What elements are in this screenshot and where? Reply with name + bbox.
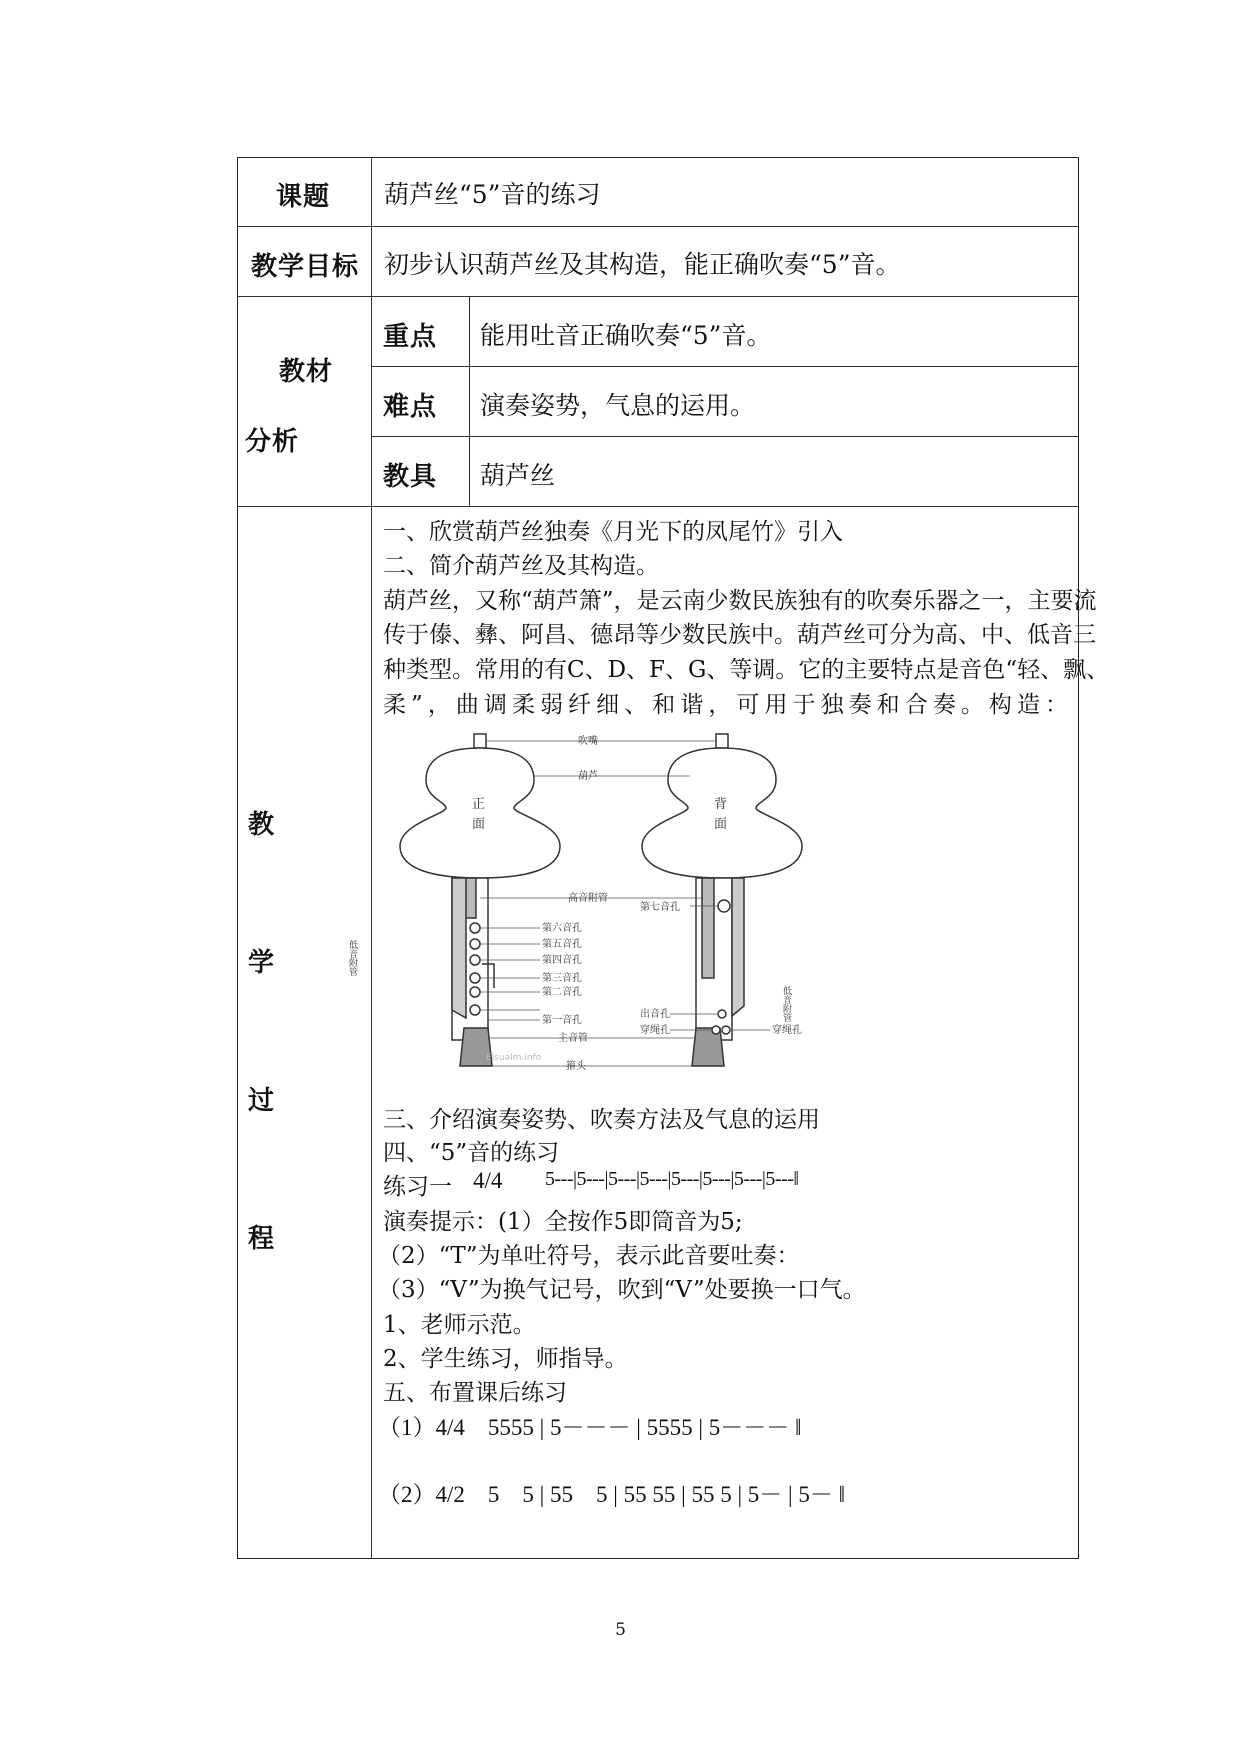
tip-line: （3）“V”为换气记号，吹到“V”处要换一口气。 [378, 1277, 866, 1303]
process-char: 过 [248, 1086, 276, 1116]
mouthpiece-front [474, 734, 486, 748]
exercise-1-notes: 5---|5---|5---|5---|5---|5---|5---|5---‖ [545, 1168, 799, 1190]
key-value: 能用吐音正确吹奏“5”音。 [480, 321, 772, 350]
goal-label: 教学目标 [251, 252, 360, 282]
row-divider [237, 296, 1079, 297]
page-number: 5 [615, 1620, 626, 1640]
back-label: 面 [714, 817, 728, 832]
key-label: 重点 [383, 322, 438, 352]
high-pipe-back [702, 878, 714, 978]
process-char: 学 [248, 948, 276, 978]
homework-1: （1）4/4 5555 | 5－－－ | 5555 | 5－－－ ‖ [378, 1415, 802, 1440]
row-divider [237, 226, 1079, 227]
callout-label: 箍头 [566, 1061, 586, 1072]
column-divider [371, 157, 372, 1559]
gourd-back [642, 748, 802, 878]
difficulty-value: 演奏姿势，气息的运用。 [480, 391, 756, 420]
intro-line: 葫芦丝，又称“葫芦箫”，是云南少数民族独有的吹奏乐器之一，主要流 [383, 588, 1097, 614]
callout-label: 主音管 [558, 1033, 588, 1044]
process-line-5: 五、布置课后练习 [383, 1380, 567, 1406]
process-char: 教 [248, 810, 276, 840]
front-label: 正 [472, 797, 486, 812]
bass-pipe-back [732, 878, 744, 1016]
callout-label: 高音附管 [568, 893, 608, 904]
callout-label: 葫芦 [578, 771, 598, 782]
column-divider [469, 296, 470, 506]
tools-label: 教具 [383, 462, 438, 492]
intro-line: 柔”，曲调柔弱纤细、和谐，可用于独奏和合奏。构造： [383, 692, 1068, 718]
process-line-3: 三、介绍演奏姿势、吹奏方法及气息的运用 [383, 1107, 820, 1133]
row-divider [237, 506, 1079, 507]
process-line-4: 四、“5”音的练习 [383, 1140, 560, 1166]
callout-label: 出音孔 [640, 1009, 670, 1020]
homework-2: （2）4/2 5 5 | 55 5 | 55 55 | 55 5 | 5－ | 5－ ‖ [378, 1482, 846, 1507]
process-line-2: 二、简介葫芦丝及其构造。 [383, 553, 659, 579]
callout-label: 第二音孔 [542, 987, 582, 998]
callout-label: 穿绳孔 [640, 1025, 670, 1036]
callout-label: 吹嘴 [578, 736, 598, 747]
exercise-1-meter: 4/4 [473, 1168, 503, 1193]
callout-label: 第四音孔 [542, 955, 582, 966]
tip-line: 演奏提示：(1）全按作5即筒音为5; [383, 1209, 743, 1235]
mouthpiece-back [716, 734, 728, 748]
gourd-front [400, 748, 560, 878]
callout-label: 第七音孔 [640, 902, 680, 913]
tip-line: （2）“T”为单吐符号，表示此音要吐奏： [378, 1243, 800, 1269]
analysis-label-1: 教材 [279, 357, 334, 387]
process-char: 程 [248, 1224, 276, 1254]
analysis-label-2: 分析 [245, 427, 300, 457]
ferrule-back [692, 1028, 724, 1066]
topic-value: 葫芦丝“5”音的练习 [384, 180, 601, 209]
watermark: ElsuaIm.info [486, 1053, 542, 1063]
goal-value: 初步认识葫芦丝及其构造，能正确吹奏“5”音。 [384, 250, 901, 279]
callout-label: 第三音孔 [542, 973, 582, 984]
side-label-right: 低音附管 [781, 986, 791, 1022]
intro-line: 种类型。常用的有C、D、F、G、等调。它的主要特点是音色“轻、飘、 [383, 657, 1110, 683]
hulusi-diagram [347, 728, 830, 1078]
bass-pipe-front [452, 878, 466, 1018]
row-divider [371, 436, 1079, 437]
tools-value: 葫芦丝 [480, 461, 556, 490]
callout-label: 第六音孔 [542, 923, 582, 934]
difficulty-label: 难点 [383, 392, 438, 422]
exercise-1-label: 练习一 [383, 1174, 452, 1200]
row-divider [371, 366, 1079, 367]
process-line-1: 一、欣赏葫芦丝独奏《月光下的凤尾竹》引入 [383, 519, 843, 545]
callout-label: 第一音孔 [542, 1015, 582, 1026]
back-label: 背 [714, 797, 728, 812]
intro-line: 传于傣、彝、阿昌、德昂等少数民族中。葫芦丝可分为高、中、低音三 [383, 622, 1096, 648]
side-label-left: 低音附管 [347, 940, 357, 976]
topic-label: 课题 [276, 182, 331, 212]
step-1: 1、老师示范。 [383, 1312, 536, 1338]
callout-label: 第五音孔 [542, 939, 582, 950]
step-2: 2、学生练习，师指导。 [383, 1346, 628, 1372]
callout-label: 穿绳孔 [772, 1025, 802, 1036]
front-label: 面 [472, 817, 486, 832]
